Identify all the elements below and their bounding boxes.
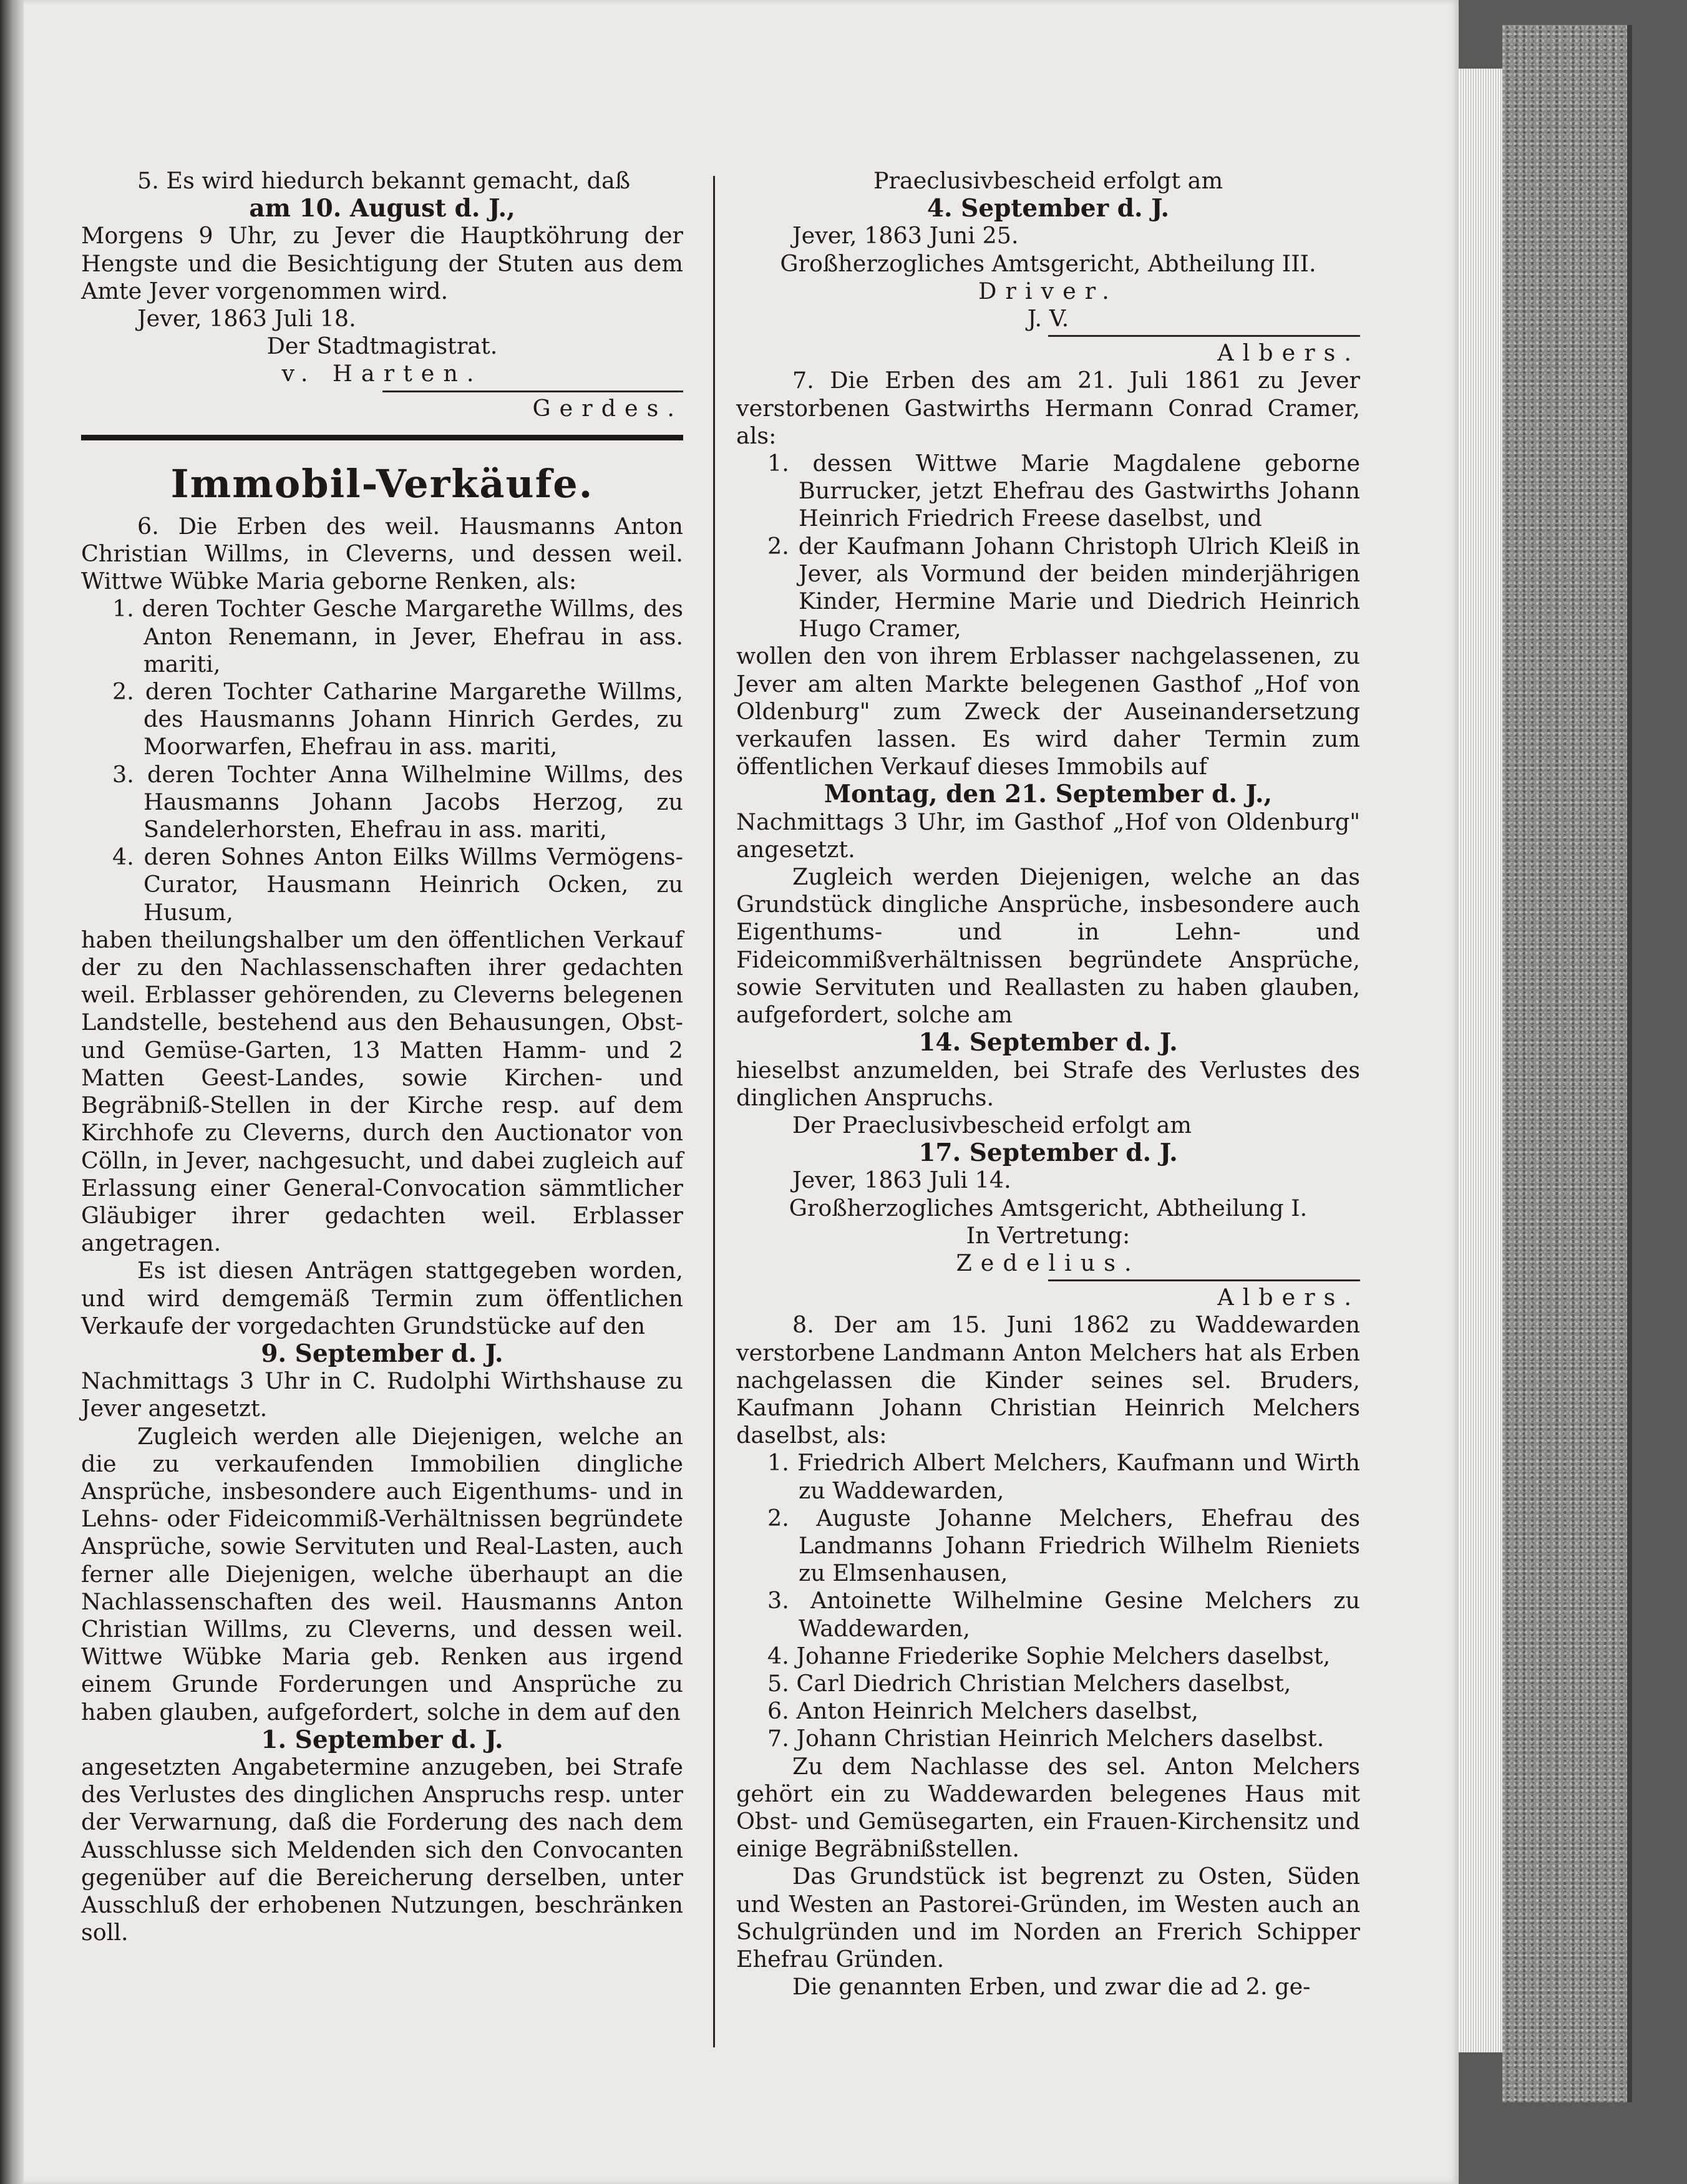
notice-6-date1: 9. September d. J. — [261, 1339, 503, 1368]
notice-7-body: wollen den von ihrem Erblasser nachgelassenen, zu Jever am alten Markte belegenen Gasthof „Hof von Oldenburg" zum Zweck der Auseinandersetzung verkaufen lassen. Es wird daher Termin zum öffentlichen Verkauf dieses Immobils auf — [736, 643, 1360, 780]
notice-5-body: Morgens 9 Uhr, zu Jever die Hauptköhrung der Hengste und die Besichtigung der Stuten aus dem Amte Jever vorgenommen wird. — [81, 222, 683, 304]
notice-6-cont-place: Jever, 1863 Juni 25. — [792, 222, 1019, 250]
heir-item: 6. Anton Heinrich Melchers daselbst, — [767, 1697, 1198, 1725]
right-column — [736, 167, 1360, 2001]
section-heading: Immobil-Verkäufe. — [170, 460, 594, 507]
page-stack-edge — [1459, 69, 1502, 2052]
notice-6-cont: Praeclusivbescheid erfolgt am — [873, 167, 1223, 194]
heir-item: 2. der Kaufmann Johann Christoph Ulrich Kleiß in Jever, als Vormund der beiden minderjährigen Kinder, Hermine Marie und Diedrich Heinrich Hugo Cramer, — [767, 532, 1360, 643]
notice-5-clerk: Gerdes. — [532, 394, 683, 422]
notice-8-body2: Das Grundstück ist begrenzt zu Osten, Süden und Westen an Pastorei-Gründen, im Westen auch an Schulgründen und im Norden an Frerich Schipper Ehefrau Gründen. — [736, 1863, 1360, 1973]
heir-item: 1. Friedrich Albert Melchers, Kaufmann und Wirth zu Waddewarden, — [767, 1449, 1360, 1504]
notice-6-clerk: Albers. — [1217, 339, 1360, 367]
section-rule — [81, 435, 683, 440]
notice-7-place: Jever, 1863 Juli 14. — [792, 1167, 1011, 1194]
signature-rule — [1048, 1279, 1360, 1281]
notice-6-body3: Nachmittags 3 Uhr in C. Rudolphi Wirthshause zu Jever angesetzt. — [81, 1367, 683, 1422]
notice-5-signature: v. Harten. — [281, 360, 483, 387]
notice-5-place: Jever, 1863 Juli 18. — [137, 305, 356, 332]
heir-item: 3. Antoinette Wilhelmine Gesine Melchers zu Waddewarden, — [767, 1587, 1360, 1642]
notice-8-body3: Die genannten Erben, und zwar die ad 2. ge- — [792, 1973, 1311, 2001]
notice-8-intro: 8. Der am 15. Juni 1862 zu Waddewarden verstorbene Landmann Anton Melchers hat als Erben nachgelassen die Kinder seines sel. Bruders, Kaufmann Johann Christian Heinrich Melchers daselbst, als: — [736, 1311, 1360, 1449]
book-spine-edge — [0, 0, 24, 2184]
heir-item: 1. dessen Wittwe Marie Magdalene geborne Burrucker, jetzt Ehefrau des Gastwirths Johann Heinrich Friedrich Freese daselbst, und — [767, 450, 1360, 532]
notice-7-signature-label: In Vertretung: — [966, 1221, 1130, 1249]
column-divider — [713, 176, 715, 2047]
heir-item: 3. deren Tochter Anna Wilhelmine Willms, des Hausmanns Johann Jacobs Herzog, zu Sandelerhorsten, Ehefrau in ass. mariti, — [112, 760, 683, 843]
notice-7-court: Großherzogliches Amtsgericht, Abtheilung I. — [789, 1194, 1308, 1221]
notice-6-date2: 1. September d. J. — [261, 1725, 503, 1754]
notice-6-court: Großherzogliches Amtsgericht, Abtheilung III. — [780, 250, 1316, 277]
heir-item: 5. Carl Diedrich Christian Melchers daselbst, — [767, 1669, 1291, 1697]
notice-6-cont-date: 4. September d. J. — [926, 194, 1170, 223]
notice-7-date1: Montag, den 21. September d. J., — [824, 780, 1273, 809]
notice-5-authority: Der Stadtmagistrat. — [266, 332, 498, 360]
notice-7-date2: 14. September d. J. — [918, 1028, 1178, 1057]
notice-7-body2: Nachmittags 3 Uhr, im Gasthof „Hof von Oldenburg" angesetzt. — [736, 808, 1360, 863]
notice-6-signature: Driver. — [978, 277, 1118, 304]
notice-7-date3: 17. September d. J. — [918, 1138, 1178, 1168]
signature-rule — [382, 391, 684, 392]
notice-5-date: am 10. August d. J., — [249, 194, 515, 223]
notice-6-body2: Es ist diesen Anträgen stattgegeben worden, und wird demgemäß Termin zum öffentlichen Verkaufe der vorgedachten Grundstücke auf den — [81, 1257, 683, 1339]
notice-6-body: haben theilungshalber um den öffentlichen Verkauf der zu den Nachlassenschaften ihrer gedachten weil. Erblasser gehörenden, zu Cleverns belegenen Landstelle, bestehend aus den Behausungen, Obst- und Gemüse-Garten, 13 Matten Hamm- und 2 Matten Geest-Landes, sowie Kirchen- und Begräbniß-Stellen in der Kirche resp. auf dem Kirchhofe zu Cleverns, durch den Auctionator von Cölln, in Jever, nachgesucht, und dabei zugleich auf Erlassung einer General-Convocation sämmtlicher Gläubiger ihrer gedachten weil. Erblasser angetragen. — [81, 926, 683, 1257]
notice-6-body5: angesetzten Angabetermine anzugeben, bei Strafe des Verlustes des dinglichen Anspruchs resp. unter der Verwarnung, daß die Forderung des nach dem Ausschlusse sich Meldenden sich den Convocanten gegenüber auf die Bereicherung derselben, unter Ausschluß der erhobenen Nutzungen, beschränken soll. — [81, 1753, 683, 1946]
heir-item: 2. deren Tochter Catharine Margarethe Willms, des Hausmanns Johann Hinrich Gerdes, zu Moorwarfen, Ehefrau in ass. mariti, — [112, 678, 683, 760]
notice-7-clerk: Albers. — [1217, 1284, 1360, 1311]
heir-item: 4. Johanne Friederike Sophie Melchers daselbst, — [767, 1642, 1331, 1669]
notice-7-intro: 7. Die Erben des am 21. Juli 1861 zu Jever verstorbenen Gastwirths Hermann Conrad Cramer, als: — [736, 367, 1360, 449]
notice-8-body: Zu dem Nachlasse des sel. Anton Melchers gehört ein zu Waddewarden belegenes Haus mit Obst- und Gemüsegarten, ein Frauen-Kirchensitz und einige Begräbnißstellen. — [736, 1752, 1360, 1863]
notice-6-intro: 6. Die Erben des weil. Hausmanns Anton Christian Willms, in Cleverns, und dessen weil. Wittwe Wübke Maria geborne Renken, als: — [81, 512, 683, 595]
notice-7-body5: Der Praeclusivbescheid erfolgt am — [792, 1111, 1192, 1138]
heir-item: 4. deren Sohnes Anton Eilks Willms Vermögens-Curator, Hausmann Heinrich Ocken, zu Husum, — [112, 843, 683, 926]
notice-5-intro: 5. Es wird hiedurch bekannt gemacht, daß — [137, 167, 631, 194]
left-column — [81, 167, 683, 1946]
notice-7-signature: Zedelius. — [956, 1249, 1140, 1276]
heir-item: 1. deren Tochter Gesche Margarethe Willms, des Anton Renemann, in Jever, Ehefrau in ass. mariti, — [112, 595, 683, 677]
notice-6-body4: Zugleich werden alle Diejenigen, welche an die zu verkaufenden Immobilien dingliche Ansprüche, insbesondere auch Eigenthums- und in Lehns- oder Fideicommiß-Verhältnissen begründete Ansprüche, sowie Servituten und Real-Lasten, auch ferner alle Diejenigen, welche überhaupt an die Nachlassenschaften des weil. Hausmanns Anton Christian Willms, zu Cleverns, und dessen weil. Wittwe Wübke Maria geb. Renken aus irgend einem Grunde Forderungen und Ansprüche zu haben glauben, aufgefordert, solche in dem auf den — [81, 1422, 683, 1725]
notice-7-body4: hieselbst anzumelden, bei Strafe des Verlustes des dinglichen Anspruchs. — [736, 1056, 1360, 1111]
notice-7-body3: Zugleich werden Diejenigen, welche an das Grundstück dingliche Ansprüche, insbesondere auch Eigenthums- und in Lehn- und Fideicommißverhältnissen begründete Ansprüche, sowie Servituten und Reallasten zu haben glauben, aufgefordert, solche am — [736, 863, 1360, 1029]
heir-item: 7. Johann Christian Heinrich Melchers daselbst. — [767, 1725, 1325, 1752]
signature-rule — [1048, 335, 1360, 337]
book-cover — [1502, 25, 1632, 2102]
heir-item: 2. Auguste Johanne Melchers, Ehefrau des Landmanns Johann Friedrich Wilhelm Rieniets zu Elmsenhausen, — [767, 1504, 1360, 1587]
notice-6-signature-initials: J. V. — [1027, 305, 1069, 332]
